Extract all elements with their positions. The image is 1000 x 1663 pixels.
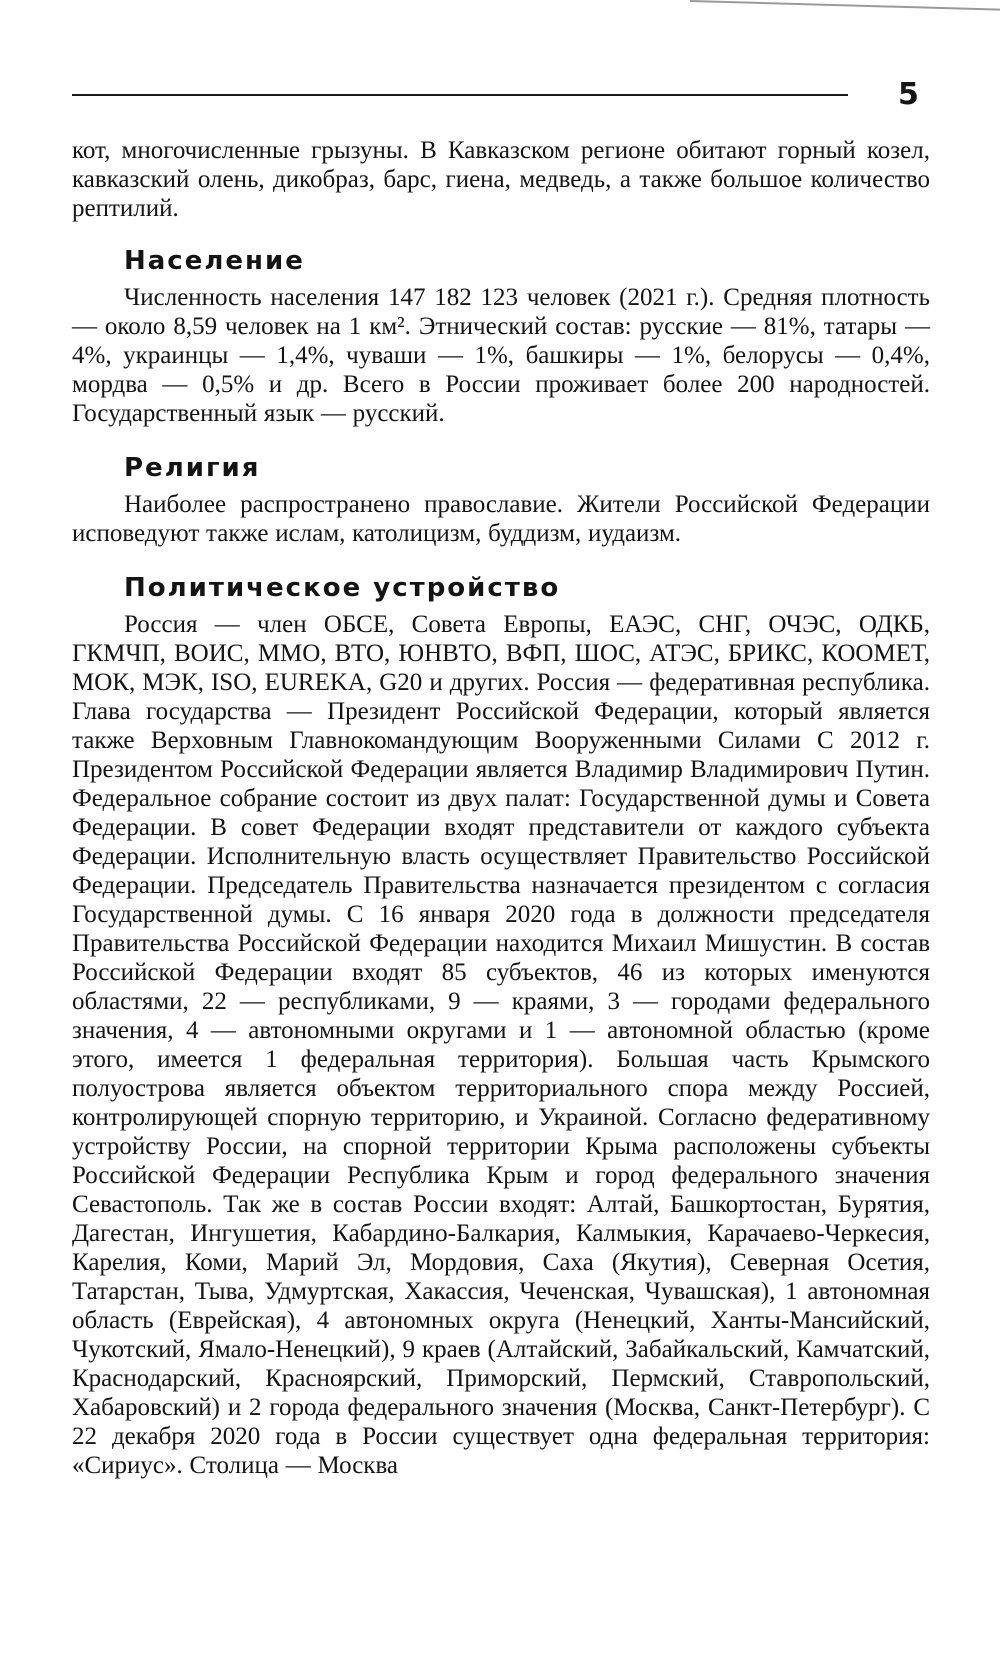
page-number: 5 (898, 77, 919, 112)
header-rule (72, 94, 848, 96)
section-text-politics: Россия — член ОБСЕ, Совета Европы, ЕАЭС, СНГ, ОЧЭС, ОДКБ, ГКМЧП, ВОИС, ММО, ВТО, ЮНВТО, ВФП, ШОС, АТЭС, БРИКС, КООМЕТ, МОК, МЭК, ISO, EUREKA, G20 и других. Россия — федеративная республика. Глава государства — Президент Российской Федерации, который является также Верховным Главнокомандующим Вооруженными Силами С 2012 г. Президентом Российской Федерации является Владимир Владимирович Путин. Федеральное собрание состоит из двух палат: Государственной думы и Совета Федерации. В совет Федерации входят представители от каждого субъекта Федерации. Исполнительную власть осуществляет Правительство Российской Федерации. Председатель Правительства назначается президентом с согласия Государственной думы. С 16 января 2020 года в должности председателя Правительства Российской Федерации находится Михаил Мишустин. В состав Российской Федерации входят 85 субъектов, 46 из которых именуются областями, 22 — республиками, 9 — краями, 3 — городами федерального значения, 4 — автономными округами и 1 — автономной областью (кроме этого, имеется 1 федеральная территория). Большая часть Крымского полуострова является объектом территориального спора между Россией, контролирующей спорную территорию, и Украиной. Согласно федеративному устройству России, на спорной территории Крыма расположены субъекты Российской Федерации Республика Крым и город федерального значения Севастополь. Так же в состав России входят: Алтай, Башкортостан, Бурятия, Дагестан, Ингушетия, Кабардино-Балкария, Калмыкия, Карачаево-Черкесия, Карелия, Коми, Марий Эл, Мордовия, Саха (Якутия), Северная Осетия, Татарстан, Тыва, Удмуртская, Хакассия, Чеченская, Чувашская), 1 автономная область (Еврейская), 4 автономных округа (Ненецкий, Ханты-Мансийский, Чукотский, Ямало-Ненецкий), 9 краев (Алтайский, Забайкальский, Камчатский, Краснодарский, Красноярский, Приморский, Пермский, Ставропольский, Хабаровский) и 2 города федерального значения (Москва, Санкт-Петербург). С 22 декабря 2020 года в России существует одна федеральная территория: «Сириус». Столица — Москва (72, 611, 930, 1479)
intro-paragraph: кот, многочисленные грызуны. В Кавказском регионе обитают горный козел, кавказский олень, дикобраз, барс, гиена, медведь, а также большое количество рептилий. (72, 137, 930, 222)
section-heading-religion: Религия (124, 453, 261, 483)
page-content (72, 136, 930, 1480)
section-heading-politics: Политическое устройство (124, 573, 561, 603)
section-heading-population: Население (124, 246, 305, 276)
section-text-religion: Наиболее распространено православие. Жители Российской Федерации исповедуют также ислам, католицизм, буддизм, иудаизм. (72, 491, 930, 547)
scan-edge-line (690, 0, 1000, 11)
section-text-population: Численность населения 147 182 123 человек (2021 г.). Средняя плотность — около 8,59 человек на 1 км². Этнический состав: русские — 81%, татары — 4%, украинцы — 1,4%, чуваши — 1%, башкиры — 1%, белорусы — 0,4%, мордва — 0,5% и др. Всего в России проживает более 200 народностей. Государственный язык — русский. (72, 284, 930, 427)
